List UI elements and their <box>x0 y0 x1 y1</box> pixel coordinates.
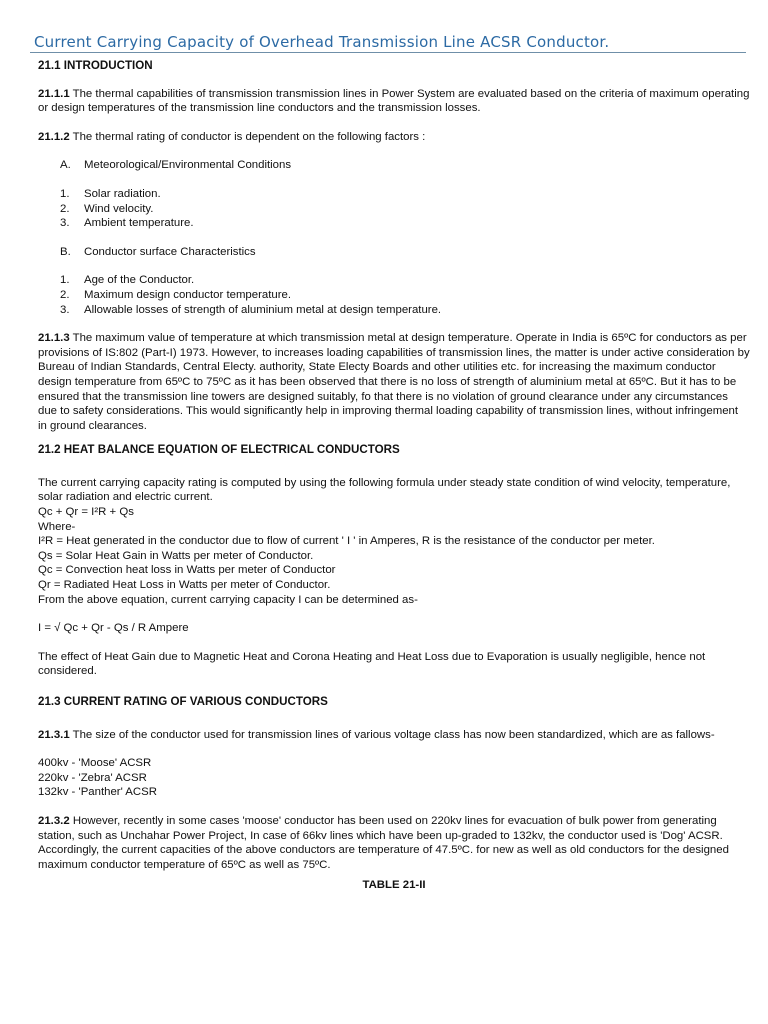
section-heading-21-1: 21.1 INTRODUCTION <box>38 59 153 72</box>
paragraph-number: 21.1.1 <box>38 87 70 100</box>
heat-balance-equation: Qc + Qr = I²R + Qs <box>38 506 134 519</box>
title-underline <box>30 52 746 53</box>
section-heading-21-2: 21.2 HEAT BALANCE EQUATION OF ELECTRICAL CONDUCTORS <box>38 443 400 457</box>
document-title: Current Carrying Capacity of Overhead Transmission Line ACSR Conductor. <box>34 33 610 51</box>
where-label: Where- <box>38 520 76 533</box>
table-caption: TABLE 21-II <box>362 879 426 892</box>
paragraph-number: 21.3.2 <box>38 814 70 827</box>
paragraph-number: 21.3.1 <box>38 728 70 741</box>
definition-line: Qs = Solar Heat Gain in Watts per meter of Conductor. <box>38 549 314 562</box>
paragraph-21-1-1 <box>38 87 750 116</box>
list-item: 3. Ambient temperature. <box>60 217 194 230</box>
heat-balance-intro: The current carrying capacity rating is computed by using the following formula under steady state condition of wind velocity, temperature, solar radiation and electric current. <box>38 476 731 504</box>
list-item: 1. Age of the Conductor. <box>60 274 195 287</box>
paragraph-text: The thermal capabilities of transmission transmission lines in Power System are evaluated based on the criteria of maximum operating or design temperatures of the transmission line conductors and the transmission losses. <box>38 87 750 115</box>
factor-list-b <box>38 273 750 317</box>
section-heading-21-3: 21.3 CURRENT RATING OF VARIOUS CONDUCTORS <box>38 695 328 708</box>
paragraph-text: The maximum value of temperature at which transmission metal at design temperature. Operate in India is 65ºC for conductors as per provisions of IS:802 (Part-I) 1973. However, to increases loading capabilities of transmission lines, the matter is under active consideration by Bureau of Indian Standards, Central Electy. authority, State Electy Boards and other utilities etc. for increasing the maximum conductor design temperature from 65ºC to 75ºC as it has been observed that there is no loss of strength of aluminium metal at 65ºC. But it has to be ensured that the transmission line towers are designed suitably, fo that there is no violation of ground clearance under any circumstances due to safety considerations. This would significantly help in improving thermal loading capability of transmission lines, without infringement in ground clearances. <box>38 332 750 432</box>
from-equation-text: From the above equation, current carrying capacity I can be determined as- <box>38 593 418 606</box>
paragraph-21-1-2 <box>38 130 750 145</box>
definition-line: Qc = Convection heat loss in Watts per meter of Conductor <box>38 564 336 577</box>
paragraph-text: The thermal rating of conductor is dependent on the following factors : <box>69 130 426 143</box>
factor-group-label: Meteorological/Environmental Conditions <box>84 159 292 172</box>
list-item: 400kv - 'Moose' ACSR <box>38 757 152 770</box>
paragraph-number: 21.1.3 <box>38 332 70 345</box>
factor-group-a <box>38 158 750 173</box>
paragraph-21-1-3 <box>38 331 750 433</box>
list-item: 2. Wind velocity. <box>60 202 154 215</box>
negligible-note: The effect of Heat Gain due to Magnetic Heat and Corona Heating and Heat Loss due to Evaporation is usually negligible, hence not considered. <box>38 650 706 678</box>
definition-line: I²R = Heat generated in the conductor due to flow of current ' I ' in Amperes, R is the resistance of the conductor per meter. <box>38 535 655 548</box>
current-formula: I = √ Qc + Qr - Qs / R Ampere <box>38 622 189 635</box>
document-body <box>38 59 750 893</box>
list-item: 1. Solar radiation. <box>60 187 161 200</box>
factor-list-a <box>38 187 750 231</box>
paragraph-number: 21.1.2 <box>38 130 70 143</box>
list-item: 2. Maximum design conductor temperature. <box>60 288 292 301</box>
definition-line: Qr = Radiated Heat Loss in Watts per meter of Conductor. <box>38 579 331 592</box>
paragraph-21-3-1 <box>38 728 750 743</box>
paragraph-text: However, recently in some cases 'moose' conductor has been used on 220kv lines for evacuation of bulk power from generating station, such as Unchahar Power Project, In case of 66kv lines which have been up-graded to 132kv, the conductor used is 'Dog' ACSR. Accordingly, the current capacities of the above conductors are temperature of 47.5ºC. for new as well as old conductors for the designed maximum conductor temperature of 65ºC as well as 75ºC. <box>38 814 729 871</box>
conductor-list <box>38 756 750 800</box>
list-marker: A. <box>60 159 71 172</box>
list-item: 3. Allowable losses of strength of aluminium metal at design temperature. <box>60 303 442 316</box>
list-item: 220kv - 'Zebra' ACSR <box>38 771 147 784</box>
paragraph-21-3-2 <box>38 814 750 872</box>
list-item: 132kv - 'Panther' ACSR <box>38 786 157 799</box>
list-marker: B. <box>60 245 71 258</box>
factor-group-b <box>38 245 750 260</box>
factor-group-label: Conductor surface Characteristics <box>84 245 256 258</box>
heat-balance-block <box>38 476 750 607</box>
paragraph-text: The size of the conductor used for transmission lines of various voltage class has now been standardized, which are as fallows- <box>69 728 715 741</box>
